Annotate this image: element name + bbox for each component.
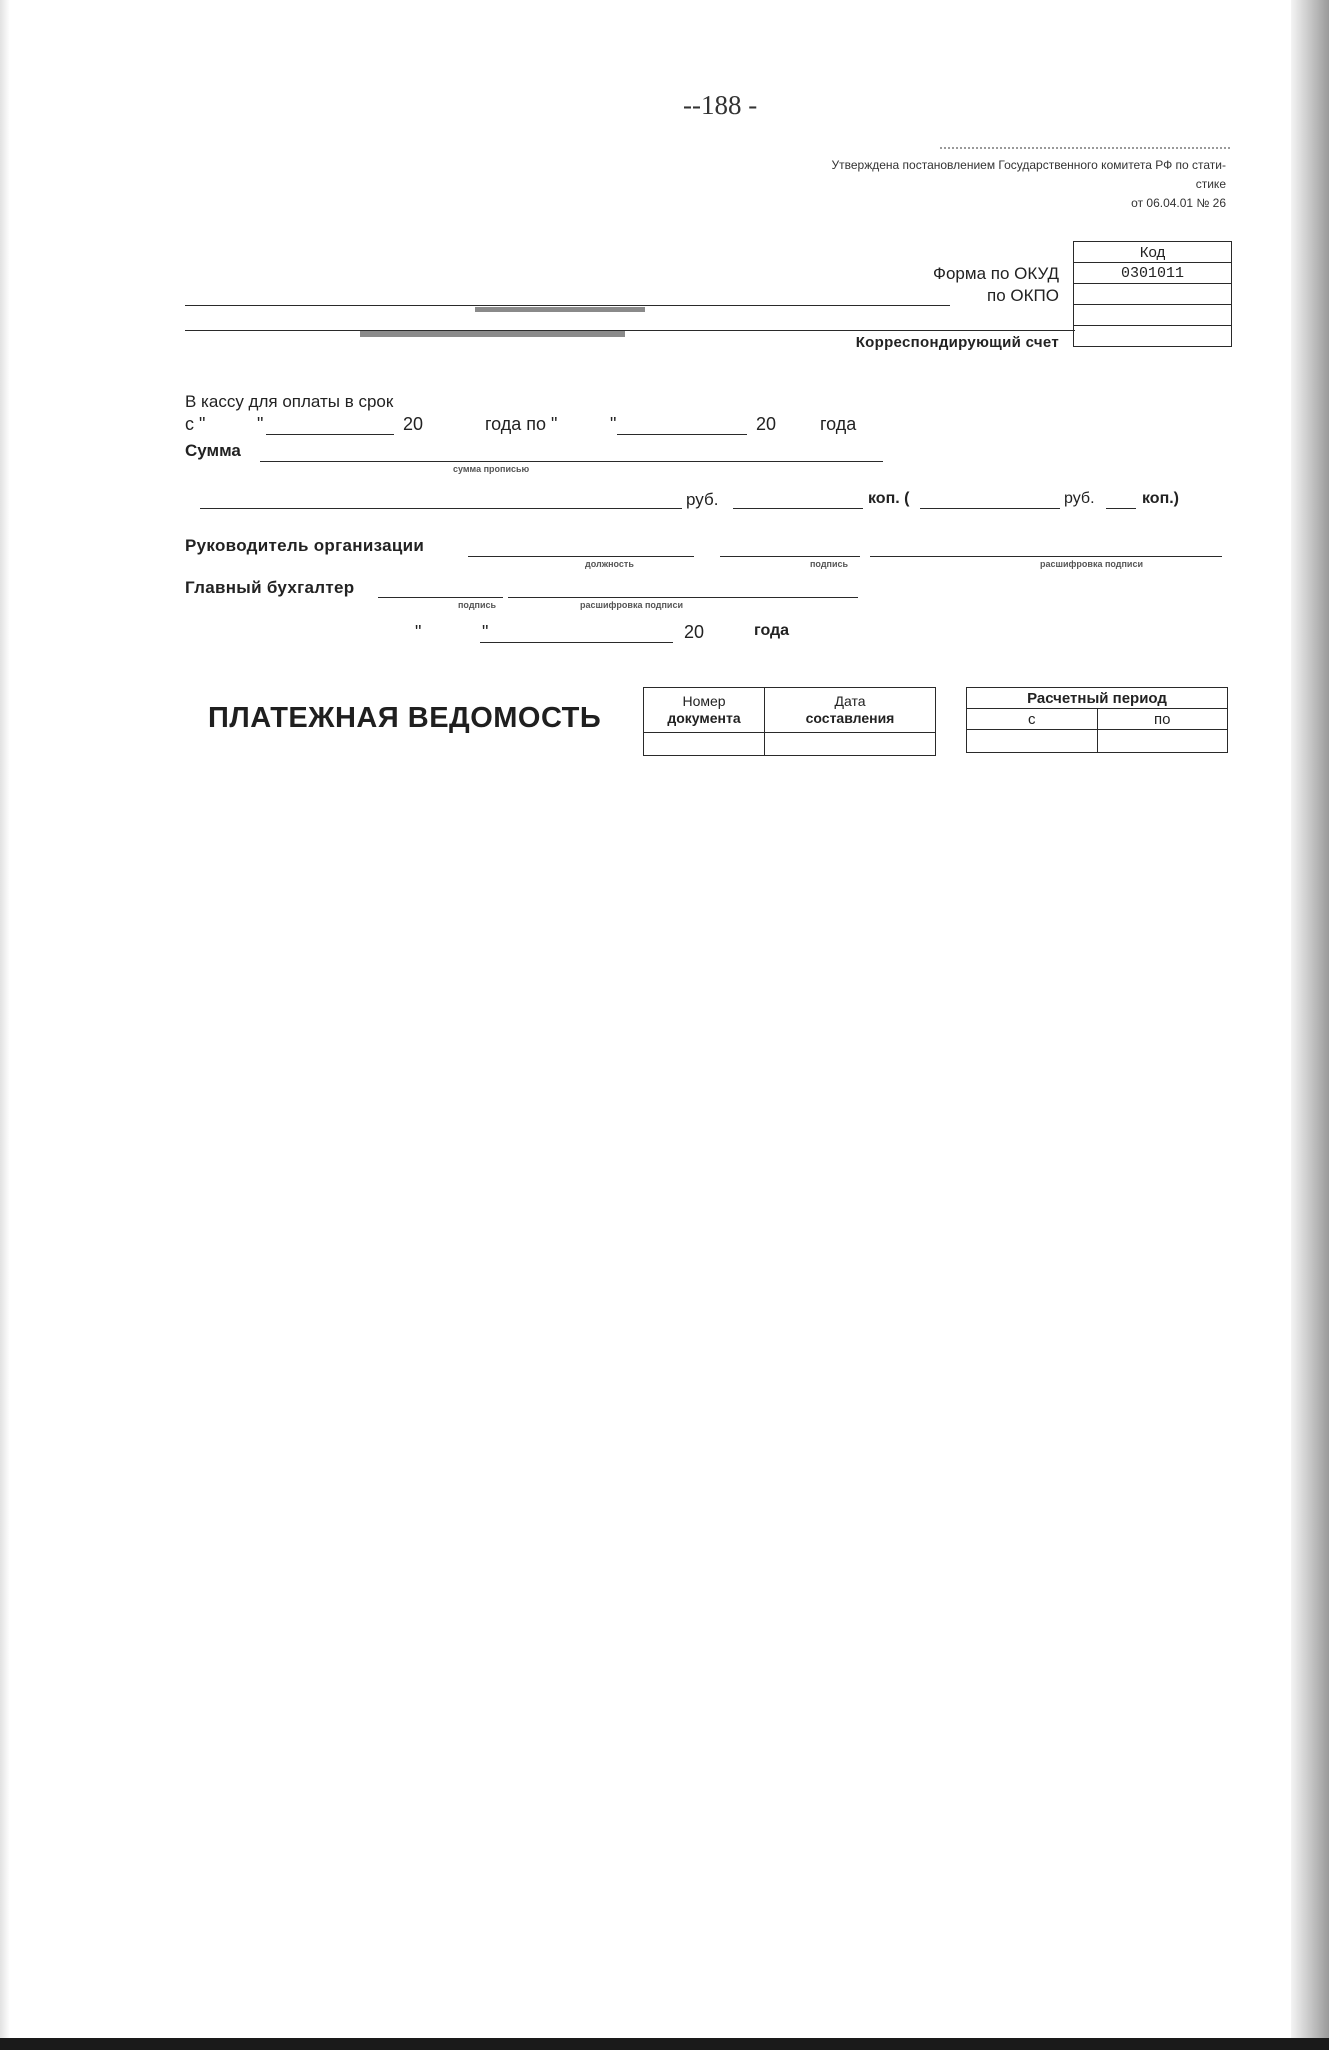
summa-continuation-line bbox=[200, 508, 682, 509]
head-signature-line bbox=[720, 556, 860, 557]
doc-date-value bbox=[765, 733, 936, 756]
approval-line-1: Утверждена постановлением Государственного комитета РФ по стати- bbox=[831, 158, 1226, 172]
head-decode-line bbox=[870, 556, 1222, 557]
accountant-decode-line bbox=[508, 597, 858, 598]
from-year-prefix: 20 bbox=[403, 414, 424, 434]
corr-account-value bbox=[1074, 326, 1232, 347]
kop-close-label: коп.) bbox=[1142, 490, 1180, 507]
to-quote-close: " bbox=[610, 414, 617, 434]
date-quote-open: " bbox=[415, 622, 422, 642]
period-header: Расчетный период bbox=[967, 688, 1228, 709]
doc-number-header-line1: Номер bbox=[682, 693, 726, 709]
subdivision-hint-smudge bbox=[360, 331, 625, 337]
okpo-label: по ОКПО bbox=[987, 286, 1059, 305]
okpo-value bbox=[1074, 284, 1232, 305]
codes-blank-row bbox=[1074, 305, 1232, 326]
faint-header-line bbox=[940, 147, 1230, 149]
kop-digits-line bbox=[1106, 508, 1136, 509]
page-number: --188 - bbox=[683, 90, 758, 120]
from-prefix: с " bbox=[185, 414, 206, 434]
to-month-line bbox=[617, 434, 747, 435]
organization-hint-smudge bbox=[475, 307, 645, 312]
corr-account-label: Корреспондирующий счет bbox=[855, 334, 1059, 351]
approval-line-2: стике bbox=[1195, 177, 1226, 191]
head-label: Руководитель организации bbox=[185, 536, 425, 555]
okud-value: 0301011 bbox=[1074, 263, 1232, 284]
approval-line-3: от 06.04.01 № 26 bbox=[1131, 196, 1226, 210]
date-month-line bbox=[480, 642, 673, 643]
document-title: ПЛАТЕЖНАЯ ВЕДОМОСТЬ bbox=[208, 702, 602, 734]
summa-hint: сумма прописью bbox=[453, 464, 530, 474]
accountant-signature-line bbox=[378, 597, 503, 598]
scan-edge-right bbox=[1291, 0, 1329, 2050]
summa-line bbox=[260, 461, 883, 462]
kassa-label: В кассу для оплаты в срок bbox=[185, 392, 394, 411]
rub-digits-line bbox=[920, 508, 1060, 509]
accountant-label: Главный бухгалтер bbox=[185, 578, 355, 597]
period-from-value bbox=[967, 730, 1098, 753]
doc-number-header bbox=[644, 688, 765, 733]
subdivision-line bbox=[185, 330, 1075, 331]
date-year-prefix: 20 bbox=[684, 622, 705, 642]
to-year-prefix: 20 bbox=[756, 414, 777, 434]
okud-label: Форма по ОКУД bbox=[933, 264, 1059, 283]
doc-number-header-line2: документа bbox=[667, 710, 741, 726]
codes-header: Код bbox=[1074, 242, 1232, 263]
doc-date-header bbox=[765, 688, 936, 733]
head-position-hint: должность bbox=[585, 559, 634, 569]
head-position-line bbox=[468, 556, 694, 557]
date-year-word: года bbox=[754, 622, 790, 639]
scan-edge-left bbox=[0, 0, 10, 2050]
doc-date-header-line2: составления bbox=[805, 710, 895, 726]
rub-short-label: руб. bbox=[1064, 490, 1095, 507]
doc-number-date-table bbox=[643, 687, 936, 756]
codes-table bbox=[1073, 241, 1232, 347]
doc-number-value bbox=[644, 733, 765, 756]
from-month-line bbox=[266, 434, 394, 435]
summa-label: Сумма bbox=[185, 441, 241, 460]
head-signature-hint: подпись bbox=[810, 559, 849, 569]
period-from-label: с bbox=[967, 709, 1098, 730]
head-decode-hint: расшифровка подписи bbox=[1040, 559, 1143, 569]
accountant-decode-hint: расшифровка подписи bbox=[580, 600, 683, 610]
to-year-word: года bbox=[820, 414, 857, 434]
to-prefix: года по " bbox=[485, 414, 558, 434]
date-quote-close: " bbox=[482, 622, 489, 642]
from-quote-close: " bbox=[257, 414, 264, 434]
kop-amount-line bbox=[733, 508, 863, 509]
period-to-value bbox=[1097, 730, 1228, 753]
accountant-signature-hint: подпись bbox=[458, 600, 497, 610]
scan-edge-bottom bbox=[0, 2038, 1329, 2050]
organization-name-line bbox=[185, 305, 950, 306]
rub-label: руб. bbox=[686, 490, 719, 509]
period-to-label: по bbox=[1097, 709, 1228, 730]
kop-open-label: коп. ( bbox=[868, 490, 910, 507]
doc-date-header-line1: Дата bbox=[834, 693, 866, 709]
settlement-period-table bbox=[966, 687, 1228, 753]
